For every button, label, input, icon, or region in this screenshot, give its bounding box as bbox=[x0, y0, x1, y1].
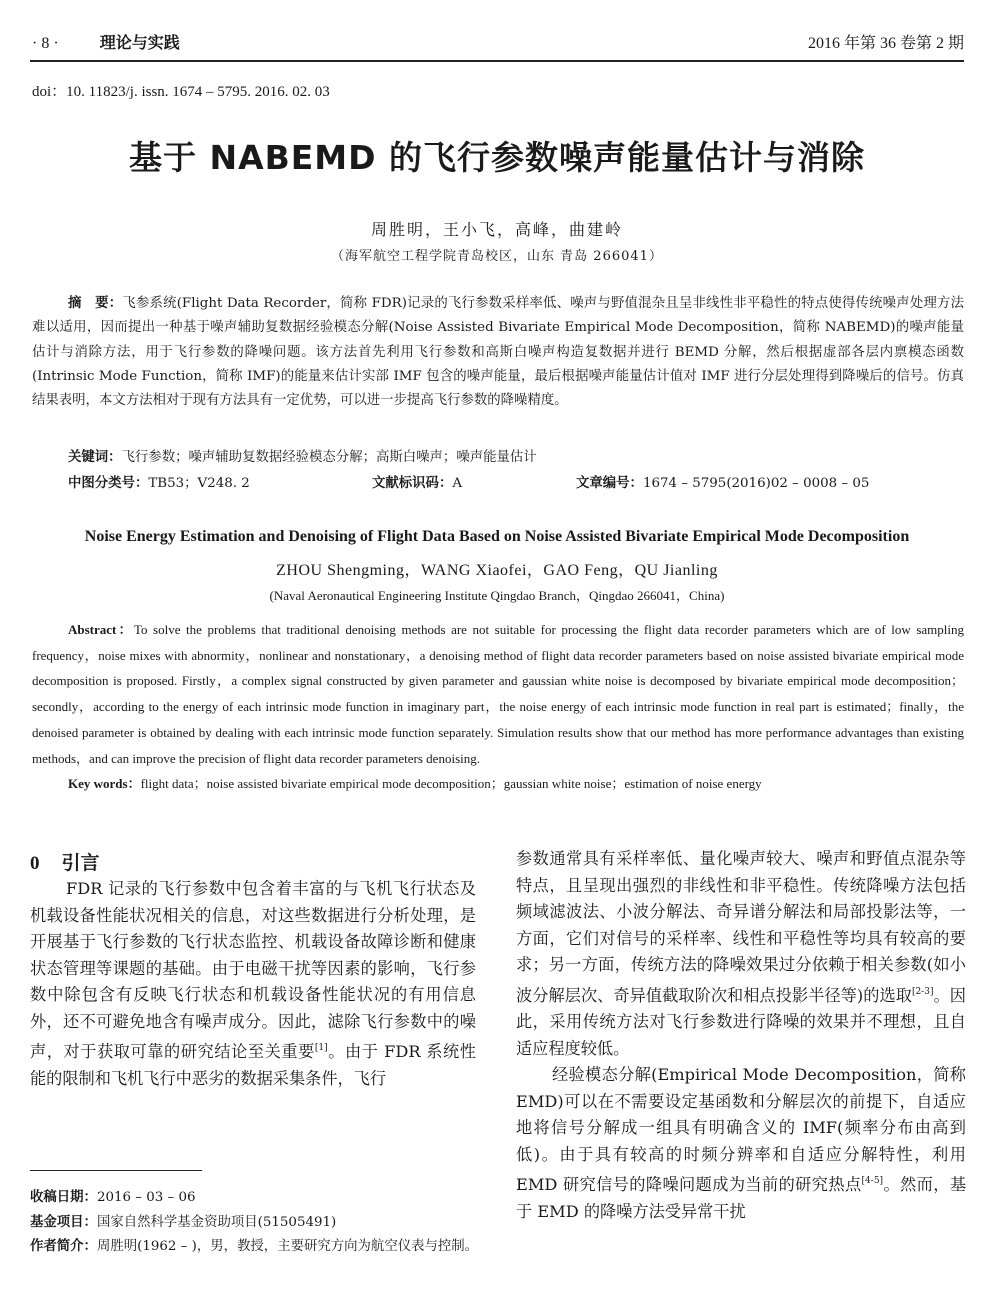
section-title: 引言 bbox=[61, 852, 100, 874]
journal-section: 理论与实践 bbox=[99, 33, 180, 52]
author-value: 周胜明(1962 – )，男，教授，主要研究方向为航空仪表与控制。 bbox=[96, 1239, 479, 1254]
header-rule bbox=[30, 60, 964, 62]
keywords-en-text: flight data；noise assisted bivariate empirical mode decomposition；gaussian white noise；estimation of noise energy bbox=[140, 776, 762, 792]
article-number-label: 文章编号： bbox=[576, 476, 643, 491]
keywords-cn-label: 关键词： bbox=[68, 450, 122, 465]
fund-label: 基金项目： bbox=[30, 1214, 97, 1230]
intro-paragraph-2 bbox=[516, 1062, 966, 1225]
keywords-en bbox=[32, 771, 964, 797]
section-heading-introduction bbox=[30, 848, 100, 875]
footnote-fund bbox=[30, 1211, 480, 1236]
abstract-cn-label: 摘 要： bbox=[68, 296, 123, 311]
article-number-value: 1674 – 5795(2016)02 – 0008 – 05 bbox=[642, 476, 870, 491]
issue-info: 2016 年第 36 卷第 2 期 bbox=[807, 35, 964, 52]
footnote-received bbox=[30, 1186, 480, 1211]
fund-value: 国家自然科学基金资助项目(51505491) bbox=[96, 1214, 337, 1230]
footnote-author bbox=[30, 1235, 480, 1260]
doi: doi：10. 11823/j. issn. 1674 – 5795. 2016. 02. 03 bbox=[32, 84, 330, 100]
received-value: 2016 – 03 – 06 bbox=[96, 1190, 196, 1205]
abstract-cn-text: 飞参系统(Flight Data Recorder，简称 FDR)记录的飞行参数采样率低、噪声与野值混杂且呈非线性非平稳性的特点使得传统噪声处理方法难以适用，因而提出一种基于噪声辅助复数据经验模态分解(Noise Assisted Bivariate Empirical Mode Decomposition，简称 NABEMD)的噪声能量估计与消除方法，用于飞行参数的降噪问题。该方法首先利用飞行参数和高斯白噪声构造复数据并进行 BEMD 分解，然后根据虚部各层内禀模态函数(Intrinsic Mode Function，简称 IMF)的能量来估计实部 IMF 包含的噪声能量，最后根据噪声能量估计值对 IMF 进行分层处理得到降噪后的信号。仿真结果表明，本文方法相对于现有方法具有一定优势，可以进一步提高飞行参数的降噪精度。 bbox=[32, 296, 965, 409]
authors-cn: 周胜明，王小飞，高峰，曲建岭 bbox=[370, 220, 623, 239]
keywords-en-label: Key words： bbox=[68, 776, 141, 792]
doc-code bbox=[372, 472, 462, 491]
authors-en: ZHOU Shengming，WANG Xiaofei，GAO Feng，QU Jianling bbox=[276, 562, 718, 579]
abstract-en-label: Abstract： bbox=[68, 622, 134, 637]
paper-title-cn: 基于 NABEMD 的飞行参数噪声能量估计与消除 bbox=[128, 138, 866, 177]
footnote-rule bbox=[30, 1170, 202, 1171]
clc-label: 中图分类号： bbox=[68, 476, 149, 491]
clc-value: TB53；V248. 2 bbox=[148, 476, 250, 491]
doc-code-value: A bbox=[452, 476, 463, 491]
abstract-en-text: To solve the problems that traditional denoising methods are not suitable for processing the flight data recorder parameters which are of low sampling frequency，noise mixes with abnormity，nonlinear and nonstationary，a denoising method of flight data recorder parameters based on noise assisted bivariate empirical mode decomposition is proposed. Firstly，a complex signal constructed by given parameter and gaussian white noise is decomposed by bivariate empirical mode decomposition；secondly，according to the energy of each intrinsic mode function in imaginary part，the noise energy of each intrinsic mode function in real part is estimated；finally，the denoised parameter is obtained by dealing with each intrinsic mode function separately. Simulation results show that our method has more performance advantages than existing methods，and can improve the precision of flight data recorder parameters denoising. bbox=[32, 622, 964, 766]
page-number: · 8 · bbox=[32, 35, 59, 52]
citation-2-3[interactable]: [2-3] bbox=[912, 986, 934, 997]
article-number bbox=[576, 472, 869, 491]
intro-text: 。因此，采用传统方法对飞行参数进行降噪的效果并不理想，且自适应程度较低。 bbox=[516, 985, 966, 1058]
affiliation-en: (Naval Aeronautical Engineering Institute Qingdao Branch，Qingdao 266041，China) bbox=[269, 588, 725, 603]
doc-code-label: 文献标识码： bbox=[372, 476, 453, 491]
intro-paragraph-1-continued bbox=[516, 846, 966, 1062]
intro-text: 经验模态分解(Empirical Mode Decomposition，简称 EMD)可以在不需要设定基函数和分解层次的前提下，自适应地将信号分解成一组具有明确含义的 IMF(频率分布由高到低)。由于具有较高的时频分辨率和自适应分解特性，利用 EMD 研究信号的降噪问题成为当前的研究热点 bbox=[516, 1065, 966, 1194]
abstract-en bbox=[32, 617, 964, 797]
intro-text: 参数通常具有采样率低、量化噪声较大、噪声和野值点混杂等特点，且呈现出强烈的非线性和非平稳性。传统降噪方法包括频域滤波法、小波分解法、奇异谱分解法和局部投影法等，一方面，它们对信号的采样率、线性和平稳性等均具有较高的要求；另一方面，传统方法的降噪效果过分依赖于相关参数(如小波分解层次、奇异值截取阶次和相点投影半径等)的选取 bbox=[516, 849, 966, 1005]
running-header-left bbox=[32, 30, 180, 53]
keywords-cn-text: 飞行参数；噪声辅助复数据经验模态分解；高斯白噪声；噪声能量估计 bbox=[121, 450, 537, 465]
footnotes bbox=[30, 1186, 480, 1260]
intro-text: 。由于 FDR 系统性能的限制和飞机飞行中恶劣的数据采集条件，飞行 bbox=[30, 1042, 476, 1088]
citation-1[interactable]: [1] bbox=[314, 1043, 328, 1053]
author-label: 作者简介： bbox=[30, 1239, 97, 1254]
intro-text: FDR 记录的飞行参数中包含着丰富的与飞机飞行状态及机载设备性能状况相关的信息，对这些数据进行分析处理，是开展基于飞行参数的飞行状态监控、机载设备故障诊断和健康状态管理等课题的基础。由于电磁干扰等因素的影响，飞行参数中除包含有反映飞行状态和机载设备性能状况的有用信息外，还不可避免地含有噪声成分。因此，滤除飞行参数中的噪声，对于获取可靠的研究结论至关重要 bbox=[30, 879, 476, 1061]
body-column-right bbox=[516, 846, 966, 1225]
received-label: 收稿日期： bbox=[30, 1190, 97, 1205]
section-number: 0 bbox=[30, 853, 40, 874]
keywords-cn bbox=[68, 446, 537, 465]
intro-text: 。然而，基于 EMD 的降噪方法受异常干扰 bbox=[516, 1175, 967, 1221]
affiliation-cn: （海军航空工程学院青岛校区，山东 青岛 266041） bbox=[331, 249, 663, 264]
intro-paragraph-1 bbox=[30, 876, 476, 1092]
citation-4-5[interactable]: [4-5] bbox=[861, 1176, 884, 1186]
paper-title-en: Noise Energy Estimation and Denoising of Flight Data Based on Noise Assisted Bivariate Empirical Mode Decomposition bbox=[84, 528, 910, 545]
classification-line bbox=[68, 472, 250, 491]
abstract-cn bbox=[32, 292, 964, 413]
body-column-left bbox=[30, 876, 476, 1092]
